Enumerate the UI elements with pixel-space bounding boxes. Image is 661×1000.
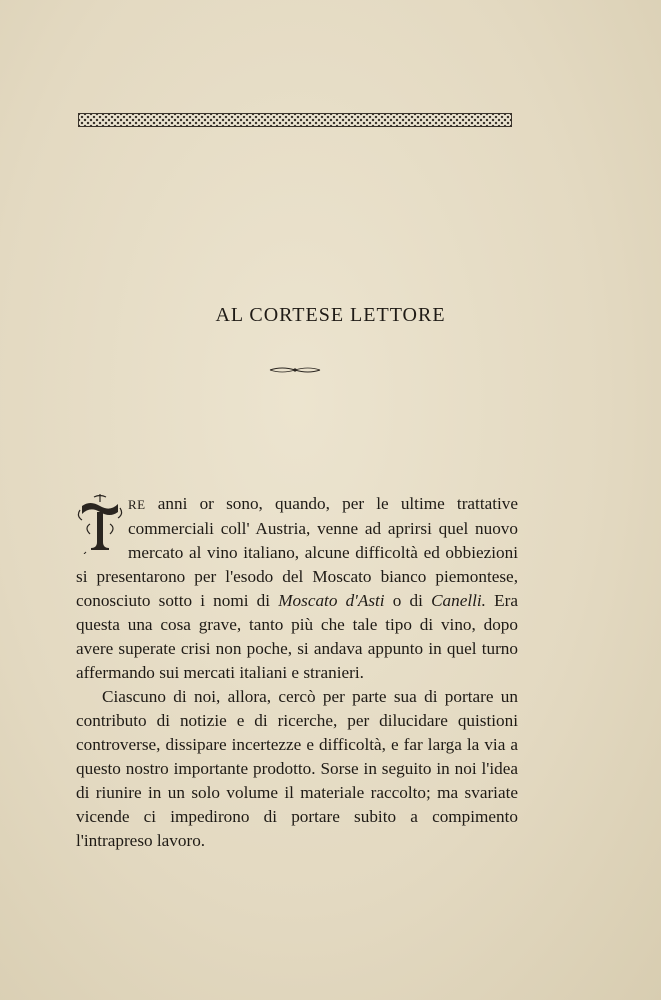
wine-name-moscato-asti: Moscato d'Asti xyxy=(278,591,385,610)
title-flourish-ornament xyxy=(268,365,322,375)
ornamental-header-band xyxy=(78,113,512,127)
lead-small-caps: RE xyxy=(128,497,146,512)
page-title: AL CORTESE LETTORE xyxy=(215,304,446,326)
decorative-drop-cap-t xyxy=(76,494,124,554)
paragraph-1 xyxy=(76,492,518,685)
paragraph-1-text-c: Era questa una cosa grave, tanto più che tale tipo di vino, dopo avere superate crisi non poche, si andava appunto in quel turno affermando sui mercati italiani e stranieri. xyxy=(76,591,519,682)
wine-name-canelli: Canelli. xyxy=(431,591,486,610)
paragraph-1-text-a: anni or sono, quando, per le ultime trattative commerciali coll' Austria, venne ad aprirsi quel nuovo mercato al vino italiano, alcune difficoltà ed obbiezioni si presentarono per l'esodo del Moscato bianco piemontese, conosciuto sotto i nomi di xyxy=(76,494,518,610)
paragraph-2: Ciascuno di noi, allora, cercò per parte sua di portare un contributo di notizie e di ricerche, per dilucidare quistioni controverse, dissipare incertezze e difficoltà, e far larga la via a questo nostro importante prodotto. Sorse in seguito in noi l'idea di riunire in un solo volume il materiale raccolto; ma svariate vicende ci impedirono di portare subito a compimento l'intrapreso lavoro. xyxy=(76,687,518,850)
body-text xyxy=(76,492,518,853)
paragraph-1-text-b: o di xyxy=(384,591,432,610)
